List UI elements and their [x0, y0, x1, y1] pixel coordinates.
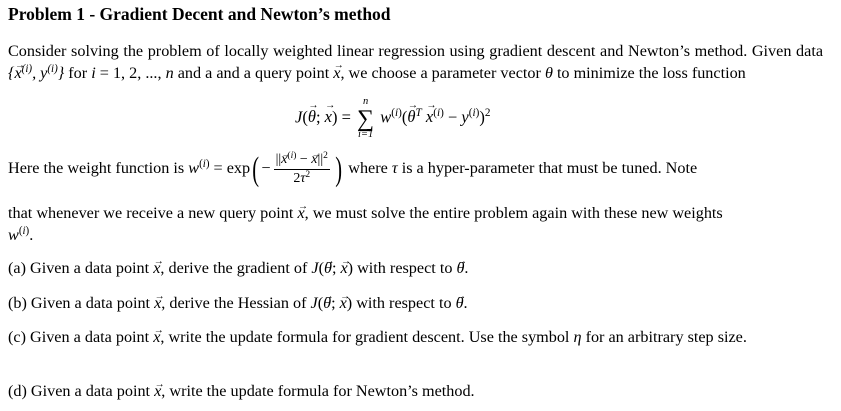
math-tau: τ	[391, 159, 398, 178]
loss-function-equation: J(→ θ; → x) = n ∑ i=1 $w^{(i)}(\to \theta^T \to x^{(i)} - y^{(i)})^2$	[295, 97, 490, 140]
question-c: (c) Given a data point → x, write the update formula for gradient descent. Use the symbol η for an arbitrary step size.	[8, 327, 823, 349]
math-index-range: i	[91, 63, 96, 82]
intro-paragraph: Consider solving the problem of locally weighted linear regression using gradient descent and Newton’s method. Given data {→ $x^{(i)}$, $y^{(i)}$} for i = 1, 2, ..., n and a and a query point → x, we choose a parameter vector θ to minimize the loss function	[8, 41, 823, 84]
note-paragraph: that whenever we receive a new query point → x, we must solve the entire problem again with these new weights $w^{(i)}$.	[8, 203, 823, 246]
question-d: (d) Given a data point → x, write the update formula for Newton’s method.	[8, 381, 823, 403]
question-a: (a) Given a data point → x, derive the gradient of J(→ θ; → x) with respect to → θ.	[8, 258, 823, 280]
problem-title: Problem 1 - Gradient Decent and Newton’s method	[8, 4, 391, 24]
math-theta: θ	[544, 63, 553, 82]
weight-function-line: Here the weight function is $w^{(i)} = \exp$( − $\frac{||\to x^{(i)} - \to x||^2}{2\tau^2}$ ) where τ is a hyper-parameter that must be tuned. Note	[8, 152, 823, 187]
math-query-point: → x	[333, 63, 340, 85]
summation-symbol: n ∑ i=1	[357, 96, 375, 140]
math-data-set: {→ $x^{(i)}$, $y^{(i)}$}	[8, 64, 64, 82]
question-b: (b) Given a data point → x, derive the Hessian of J(→ θ; → x) with respect to → θ.	[8, 293, 823, 315]
weight-fraction: $\frac{||\to x^{(i)} - \to x||^2}{2\tau^2}$	[274, 152, 330, 187]
